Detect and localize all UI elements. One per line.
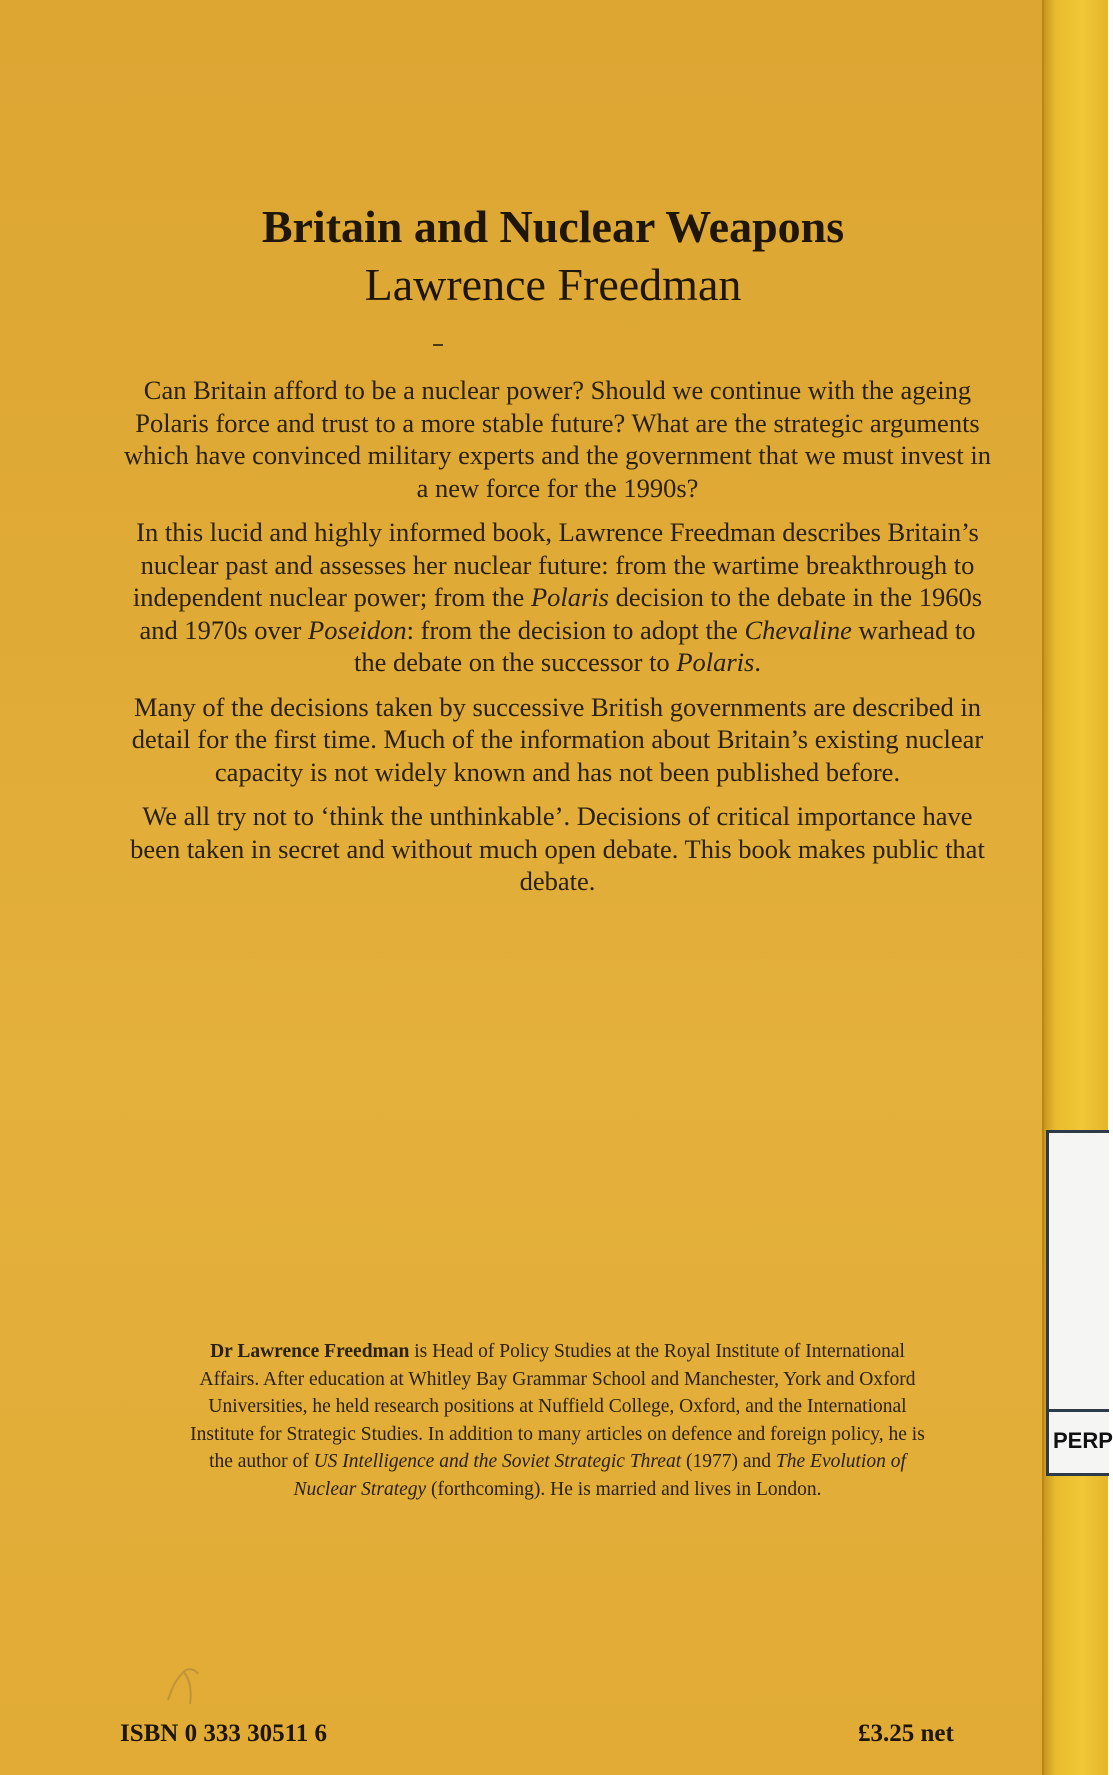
blurb-paragraph-1 [120,374,995,504]
blurb-paragraph-2 [120,516,995,679]
book-author: Lawrence Freedman [364,259,742,310]
author-bio [190,1338,925,1503]
blurb-paragraph-3 [120,691,995,789]
bio-text-c: (forthcoming). He is married and lives in London. [426,1478,822,1500]
blurb [120,374,995,910]
blurb-paragraph-4 [120,800,995,898]
divider-mark [433,344,443,346]
book-title: Britain and Nuclear Weapons [261,201,845,252]
bio-text-b: (1977) and [681,1451,776,1472]
blurb-p2-text-e: . [754,647,761,677]
blurb-p2-text-b: decision to the debate in the 1960s and 1970s over [139,582,983,645]
bio-book-1: US Intelligence and the Soviet Strategic Threat [313,1451,682,1472]
bio-book-2: The Evolution of Nuclear Strategy [293,1451,906,1500]
blurb-p2-poseidon: Poseidon [308,614,407,645]
blurb-p2-text-a: In this lucid and highly informed book, Lawrence Freedman describes Britain’s nuclear past and assesses her nuclear future: from the wartime breakthrough to independent nuclear power; from the [132,517,979,612]
library-label-text: PERP [1053,1428,1113,1453]
blurb-p1-text: Can Britain afford to be a nuclear power? Should we continue with the ageing Polaris force and trust to a more stable future? What are the strategic arguments which have convinced military experts and the government that we must invest in a new force for the 1990s? [124,375,991,503]
bio-text-a: is Head of Policy Studies at the Royal Institute of International Affairs. After education at Whitley Bay Grammar School and Manchester, York and Oxford Universities, he held research positions at Nuffield College, Oxford, and the International Institute for Strategic Studies. In addition to many articles on defence and foreign policy, he is the author of [190,1341,925,1472]
blurb-p2-polaris: Polaris [530,582,609,612]
isbn: ISBN 0 333 30511 6 [120,1720,327,1747]
library-label [1046,1130,1113,1476]
cover-scuff-mark [160,1660,210,1708]
blurb-p3-text: Many of the decisions taken by successive British governments are described in detail for the first time. Much of the information about Britain’s existing nuclear capacity is not widely known and has not been published before. [131,691,984,787]
price: £3.25 net [858,1720,954,1747]
blurb-p2-chevaline: Chevaline [744,614,852,645]
blurb-p2-text-c: : from the decision to adopt the [406,614,745,645]
blurb-p2-polaris-2: Polaris [676,647,755,677]
blurb-p2-text-d: warhead to the debate on the successor to [354,614,976,677]
bio-name: Dr Lawrence Freedman [210,1341,410,1362]
label-divider [1049,1409,1109,1412]
blurb-p4-text: We all try not to ‘think the unthinkable’. Decisions of critical importance have been taken in secret and without much open debate. This book makes public that debate. [130,801,985,896]
